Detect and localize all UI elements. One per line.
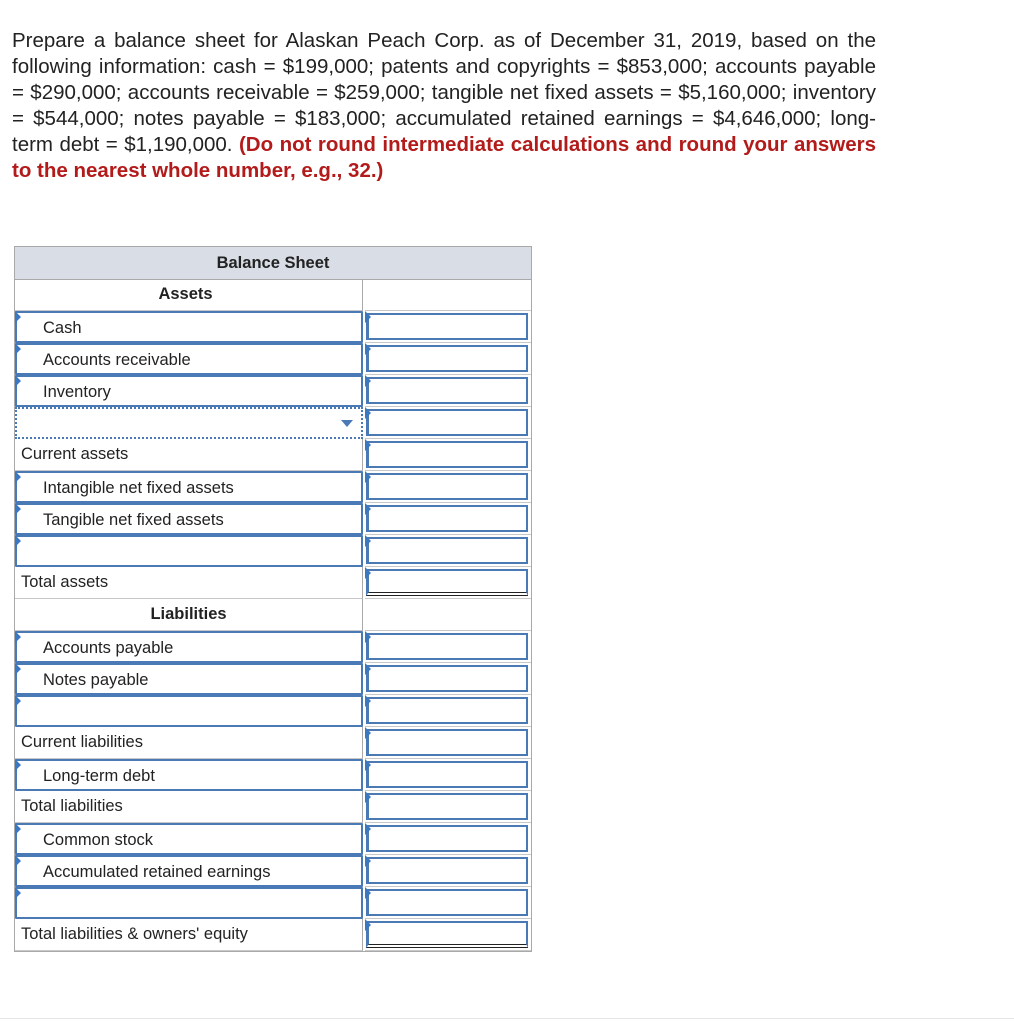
marker-icon xyxy=(365,855,371,867)
row-blank-equity xyxy=(15,887,531,919)
marker-icon xyxy=(365,343,371,355)
input-common-stock[interactable] xyxy=(366,825,528,852)
row-blank-asset xyxy=(15,535,531,567)
row-accounts-receivable xyxy=(15,343,531,375)
input-inventory[interactable] xyxy=(366,377,528,404)
marker-icon xyxy=(365,759,371,771)
marker-icon xyxy=(365,887,371,899)
marker-icon xyxy=(365,631,371,643)
liabilities-header: Liabilities xyxy=(15,599,363,631)
label-tangible[interactable]: Tangible net fixed assets xyxy=(15,503,363,535)
marker-icon xyxy=(15,823,21,835)
input-current-liabilities[interactable] xyxy=(366,729,528,756)
marker-icon xyxy=(15,631,21,643)
input-tangible[interactable] xyxy=(366,505,528,532)
marker-icon xyxy=(15,535,21,547)
label-current-assets: Current assets xyxy=(15,439,363,471)
input-total-assets[interactable] xyxy=(366,569,528,596)
marker-icon xyxy=(365,823,371,835)
label-total-assets: Total assets xyxy=(15,567,363,599)
divider xyxy=(0,1018,1014,1019)
row-total-liabilities xyxy=(15,791,531,823)
row-cash xyxy=(15,311,531,343)
marker-icon xyxy=(15,503,21,515)
label-blank-asset[interactable] xyxy=(15,535,363,567)
marker-icon xyxy=(365,919,371,931)
input-blank-asset[interactable] xyxy=(366,537,528,564)
marker-icon xyxy=(365,503,371,515)
marker-icon xyxy=(365,407,371,419)
row-current-assets xyxy=(15,439,531,471)
label-blank-liability[interactable] xyxy=(15,695,363,727)
label-accounts-receivable[interactable]: Accounts receivable xyxy=(15,343,363,375)
row-tangible xyxy=(15,503,531,535)
input-cash[interactable] xyxy=(366,313,528,340)
assets-header-row xyxy=(15,279,531,311)
marker-icon xyxy=(15,343,21,355)
marker-icon xyxy=(365,663,371,675)
marker-icon xyxy=(365,727,371,739)
question-instruction: (Do not round intermediate calculations and round your answers to the nearest whole number, e.g., 32.) xyxy=(12,133,876,182)
label-common-stock[interactable]: Common stock xyxy=(15,823,363,855)
marker-icon xyxy=(15,855,21,867)
input-select-account[interactable] xyxy=(366,409,528,436)
input-total-liabilities-equity[interactable] xyxy=(366,921,528,948)
row-notes-payable xyxy=(15,663,531,695)
marker-icon xyxy=(365,535,371,547)
label-retained-earnings[interactable]: Accumulated retained earnings xyxy=(15,855,363,887)
row-long-term-debt xyxy=(15,759,531,791)
row-common-stock xyxy=(15,823,531,855)
marker-icon xyxy=(15,887,21,899)
marker-icon xyxy=(365,375,371,387)
marker-icon xyxy=(365,311,371,323)
row-inventory xyxy=(15,375,531,407)
marker-icon xyxy=(15,311,21,323)
label-inventory[interactable]: Inventory xyxy=(15,375,363,407)
input-total-liabilities[interactable] xyxy=(366,793,528,820)
label-total-liabilities-equity: Total liabilities & owners' equity xyxy=(15,919,363,951)
label-long-term-debt[interactable]: Long-term debt xyxy=(15,759,363,791)
input-notes-payable[interactable] xyxy=(366,665,528,692)
label-total-liabilities: Total liabilities xyxy=(15,791,363,823)
marker-icon xyxy=(365,471,371,483)
question-body: Prepare a balance sheet for Alaskan Peach Corp. as of December 31, 2019, based on the following information: cash = $199,000; patents and copyrights = $853,000; accounts payable = $290,000; accounts receivable = $259,000; tangible net fixed assets = $5,160,000; inventory = $544,000; notes payable = $183,000; accumulated retained earnings = $4,646,000; long-term debt = $1,190,000. xyxy=(12,29,876,156)
label-current-liabilities: Current liabilities xyxy=(15,727,363,759)
marker-icon xyxy=(365,791,371,803)
assets-header: Assets xyxy=(15,279,363,311)
input-accounts-payable[interactable] xyxy=(366,633,528,660)
row-select-account xyxy=(15,407,531,439)
row-blank-liability xyxy=(15,695,531,727)
input-accounts-receivable[interactable] xyxy=(366,345,528,372)
liabilities-header-value xyxy=(365,599,531,631)
chevron-down-icon[interactable] xyxy=(341,420,353,427)
assets-header-value xyxy=(365,279,531,311)
row-total-liabilities-equity xyxy=(15,919,531,951)
question-text xyxy=(12,28,876,184)
row-retained-earnings xyxy=(15,855,531,887)
label-accounts-payable[interactable]: Accounts payable xyxy=(15,631,363,663)
marker-icon xyxy=(365,695,371,707)
input-blank-liability[interactable] xyxy=(366,697,528,724)
marker-icon xyxy=(15,471,21,483)
balance-sheet-table xyxy=(14,246,532,952)
marker-icon xyxy=(15,375,21,387)
row-total-assets xyxy=(15,567,531,599)
input-retained-earnings[interactable] xyxy=(366,857,528,884)
label-blank-equity[interactable] xyxy=(15,887,363,919)
input-long-term-debt[interactable] xyxy=(366,761,528,788)
row-accounts-payable xyxy=(15,631,531,663)
label-notes-payable[interactable]: Notes payable xyxy=(15,663,363,695)
marker-icon xyxy=(15,695,21,707)
marker-icon xyxy=(15,663,21,675)
liabilities-header-row xyxy=(15,599,531,631)
label-intangible[interactable]: Intangible net fixed assets xyxy=(15,471,363,503)
row-current-liabilities xyxy=(15,727,531,759)
marker-icon xyxy=(365,439,371,451)
input-intangible[interactable] xyxy=(366,473,528,500)
input-current-assets[interactable] xyxy=(366,441,528,468)
label-cash[interactable]: Cash xyxy=(15,311,363,343)
account-select[interactable] xyxy=(15,407,363,439)
marker-icon xyxy=(15,759,21,771)
row-intangible xyxy=(15,471,531,503)
marker-icon xyxy=(365,567,371,579)
input-blank-equity[interactable] xyxy=(366,889,528,916)
sheet-title: Balance Sheet xyxy=(15,247,531,280)
